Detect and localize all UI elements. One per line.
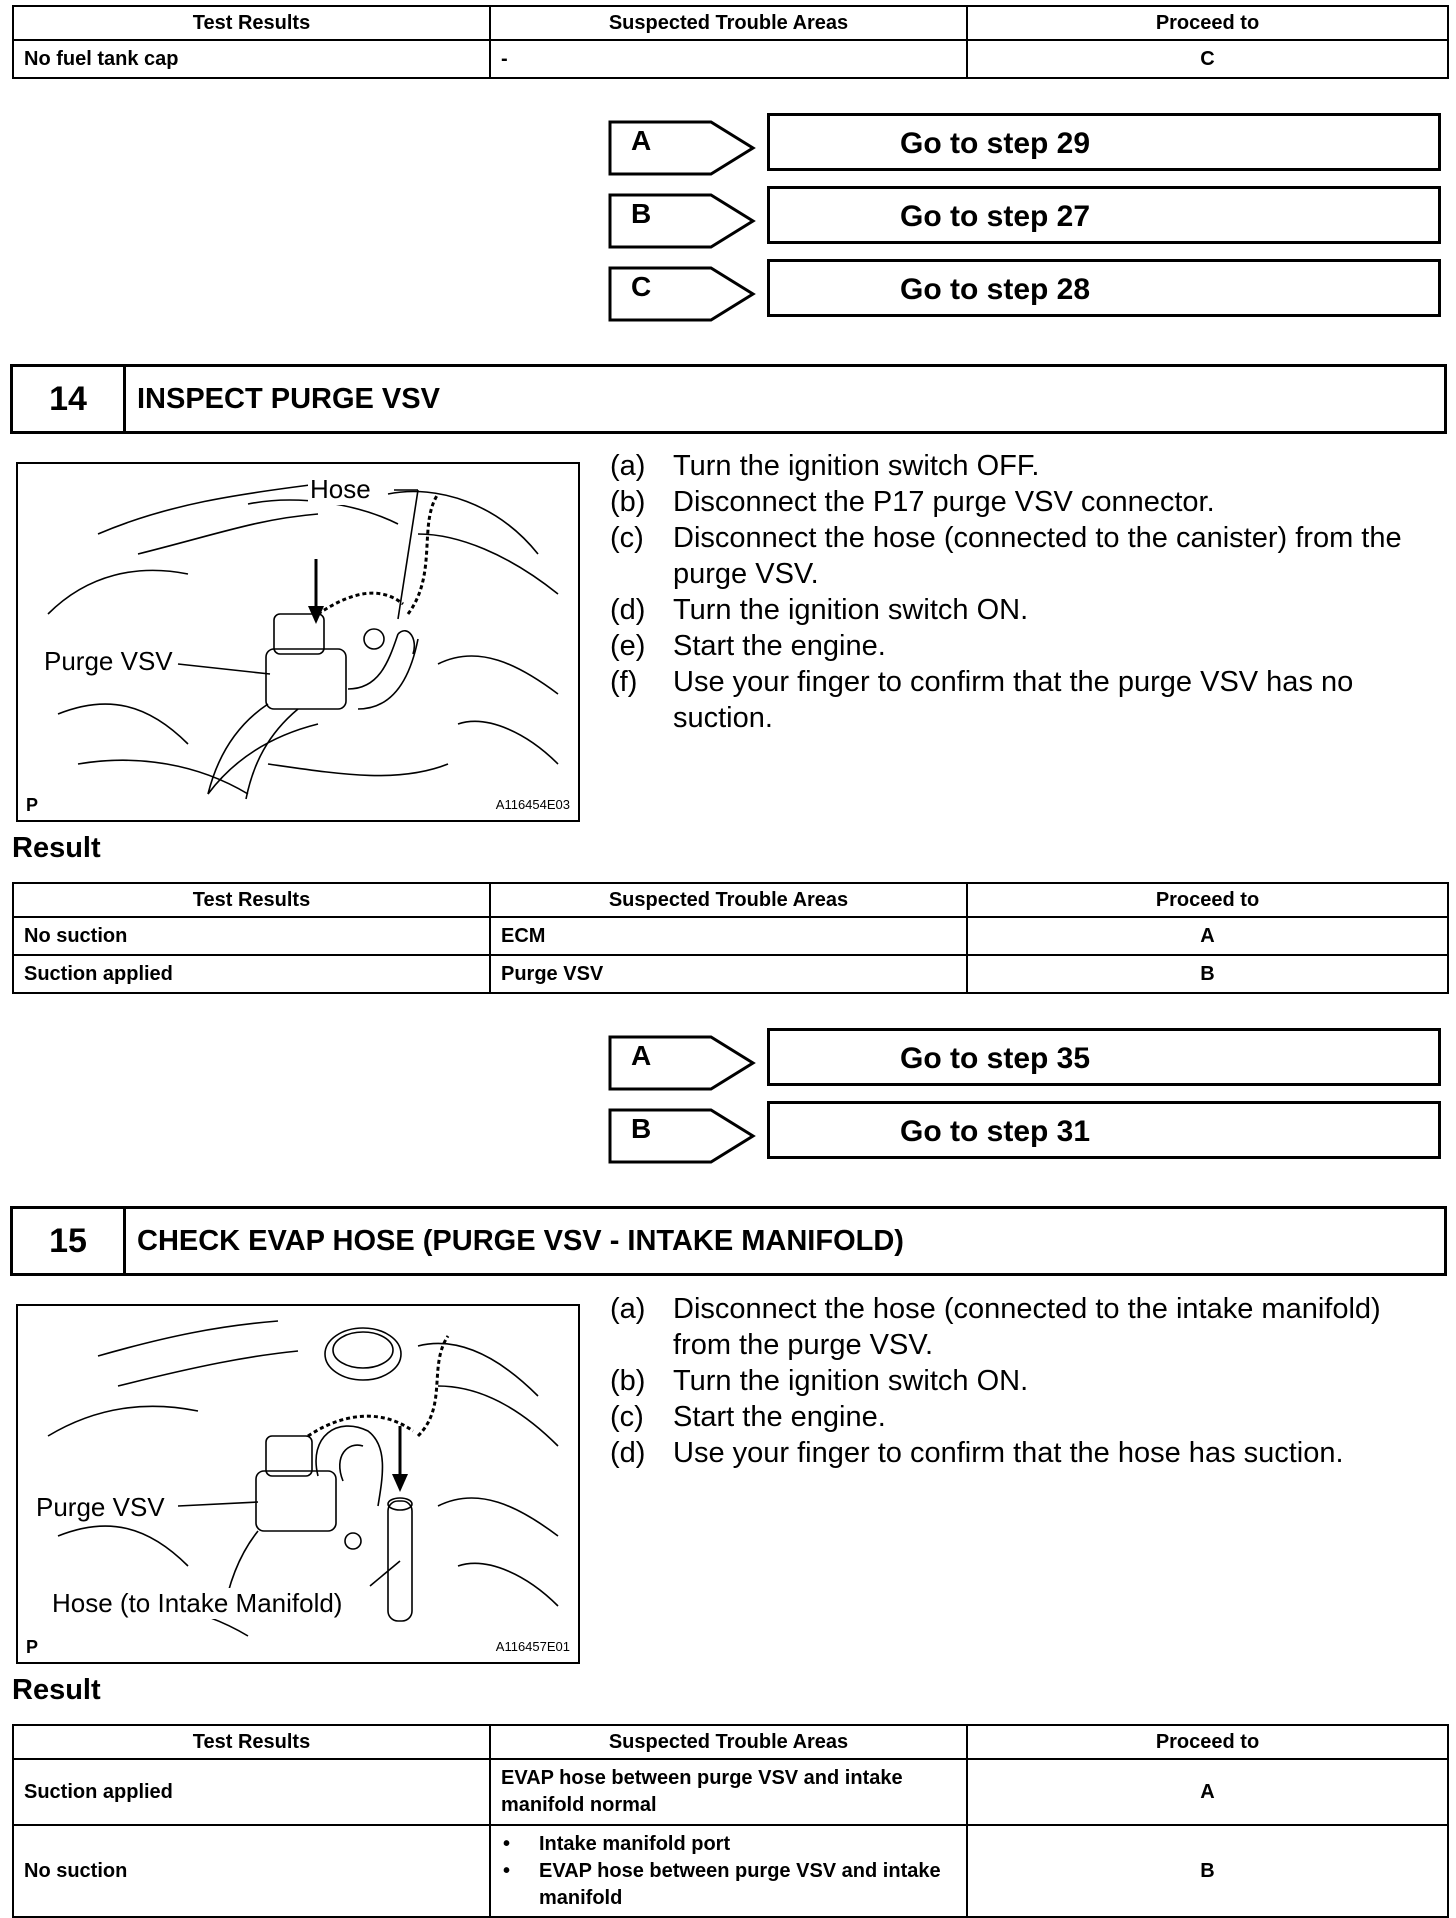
nav-row-c[interactable] [607, 259, 1447, 323]
header-proceed-to: Proceed to [967, 6, 1448, 40]
figure-evap-hose [16, 1304, 580, 1664]
cell-trouble-area [490, 1825, 967, 1917]
cell-trouble-area: Purge VSV [490, 955, 967, 993]
cell-proceed: C [967, 40, 1448, 78]
arrow-right-icon [607, 119, 759, 177]
result-heading: Result [12, 1674, 101, 1706]
list-item: • EVAP hose between purge VSV and intake manifold [501, 1858, 956, 1912]
step-item: (b) Disconnect the P17 purge VSV connector. [610, 486, 1215, 518]
list-item: • Intake manifold port [501, 1831, 956, 1858]
step-item: (e) Start the engine. [610, 630, 886, 662]
go-to-step-box[interactable] [767, 113, 1441, 171]
steps-14 [608, 448, 1444, 736]
nav-row-a[interactable] [607, 1028, 1447, 1092]
arrow-right-icon [607, 265, 759, 323]
figure-p-mark: P [26, 795, 39, 815]
cell-proceed: B [967, 1825, 1448, 1917]
figure-purge-vsv [16, 462, 580, 822]
step-item: (d) Use your finger to confirm that the hose has suction. [610, 1437, 1344, 1469]
go-to-step-box[interactable] [767, 259, 1441, 317]
cell-test-result: No suction [13, 917, 490, 955]
top-result-table [12, 5, 1449, 79]
label-purge-vsv: Purge VSV [44, 646, 173, 676]
label-purge-vsv: Purge VSV [36, 1492, 165, 1522]
section-number: 15 [13, 1209, 126, 1273]
section-header-14 [10, 364, 1447, 434]
nav-letter: A [631, 1040, 652, 1071]
step-item: (d) Turn the ignition switch ON. [610, 594, 1029, 626]
cell-trouble-area: EVAP hose between purge VSV and intake manifold normal [490, 1759, 967, 1825]
label-hose: Hose [310, 474, 371, 504]
header-trouble-areas: Suspected Trouble Areas [490, 6, 967, 40]
cell-proceed: A [967, 917, 1448, 955]
go-to-step-label: Go to step 35 [900, 1042, 1091, 1075]
go-to-step-box[interactable] [767, 1028, 1441, 1086]
step-item: (a) Turn the ignition switch OFF. [610, 450, 1040, 482]
nav-letter: B [631, 198, 652, 229]
cell-proceed: B [967, 955, 1448, 993]
cell-trouble-area: ECM [490, 917, 967, 955]
go-to-step-box[interactable] [767, 1101, 1441, 1159]
header-test-results: Test Results [13, 883, 490, 917]
nav-letter: B [631, 1113, 652, 1144]
header-proceed-to: Proceed to [967, 1725, 1448, 1759]
header-trouble-areas: Suspected Trouble Areas [490, 1725, 967, 1759]
result-table-15 [12, 1724, 1449, 1918]
cell-test-result: No fuel tank cap [13, 40, 490, 78]
nav-row-b[interactable] [607, 1101, 1447, 1165]
section-title: INSPECT PURGE VSV [137, 383, 440, 415]
result-heading: Result [12, 832, 101, 864]
arrow-right-icon [607, 1107, 759, 1165]
figure-code: A116454E03 [495, 797, 570, 812]
cell-trouble-area: - [490, 40, 967, 78]
cell-test-result: No suction [13, 1825, 490, 1917]
step-item: (f) Use your finger to confirm that the purge VSV has no suction. [610, 666, 1354, 734]
cell-test-result: Suction applied [13, 955, 490, 993]
step-item: (c) Disconnect the hose (connected to the canister) from the purge VSV. [610, 522, 1402, 590]
figure-code: A116457E01 [495, 1639, 570, 1654]
go-to-step-label: Go to step 31 [900, 1115, 1091, 1148]
trouble-area-list [501, 1831, 956, 1912]
header-test-results: Test Results [13, 6, 490, 40]
go-to-step-label: Go to step 28 [900, 273, 1091, 306]
header-test-results: Test Results [13, 1725, 490, 1759]
label-hose-intake: Hose (to Intake Manifold) [52, 1588, 343, 1618]
cell-proceed: A [967, 1759, 1448, 1825]
arrow-right-icon [607, 1034, 759, 1092]
header-trouble-areas: Suspected Trouble Areas [490, 883, 967, 917]
section-number: 14 [13, 367, 126, 431]
nav-letter: A [631, 125, 652, 156]
engine-illustration [18, 464, 580, 822]
go-to-step-box[interactable] [767, 186, 1441, 244]
section-header-15 [10, 1206, 1447, 1276]
go-to-step-label: Go to step 29 [900, 127, 1091, 160]
go-to-step-label: Go to step 27 [900, 200, 1091, 233]
step-item: (b) Turn the ignition switch ON. [610, 1365, 1029, 1397]
nav-row-a[interactable] [607, 113, 1447, 177]
step-item: (c) Start the engine. [610, 1401, 886, 1433]
result-table-14 [12, 882, 1449, 994]
arrow-right-icon [607, 192, 759, 250]
nav-row-b[interactable] [607, 186, 1447, 250]
steps-15 [608, 1291, 1444, 1471]
nav-letter: C [631, 271, 652, 302]
figure-p-mark: P [26, 1637, 39, 1657]
cell-test-result: Suction applied [13, 1759, 490, 1825]
header-proceed-to: Proceed to [967, 883, 1448, 917]
section-title: CHECK EVAP HOSE (PURGE VSV - INTAKE MANIFOLD) [137, 1225, 904, 1257]
step-item: (a) Disconnect the hose (connected to the intake manifold) from the purge VSV. [610, 1293, 1381, 1361]
